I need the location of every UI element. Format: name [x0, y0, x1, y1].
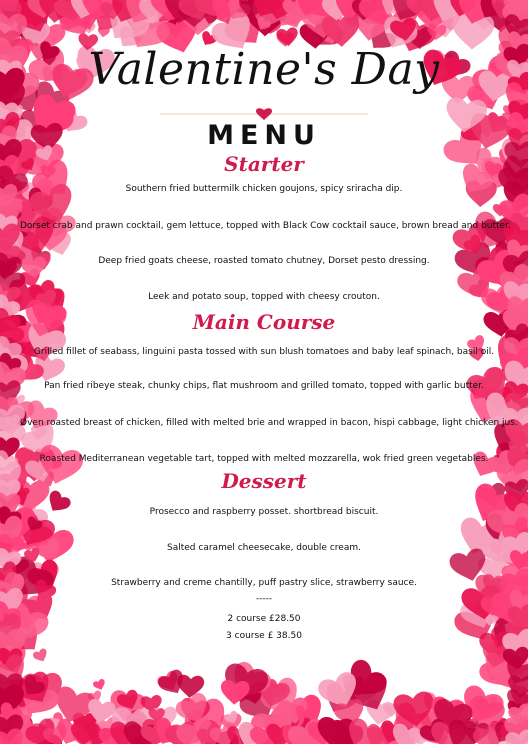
page-title: Valentine's Day — [88, 44, 440, 95]
menu-item: Dorset crab and prawn cocktail, gem lettuce, topped with Black Cow cocktail sauce, brown bread and butter. — [20, 221, 511, 231]
menu-item: Oven roasted breast of chicken, filled with melted brie and wrapped in bacon, hispi cabbage, light chicken jus. — [20, 418, 518, 428]
menu-heading: MENU — [207, 120, 321, 151]
heart-icon — [256, 108, 272, 120]
section-title-main-course: Main Course — [192, 310, 336, 334]
menu-item: Southern fried buttermilk chicken goujons, spicy sriracha dip. — [125, 184, 403, 194]
menu-item: Roasted Mediterranean vegetable tart, topped with melted mozzarella, wok fried green vegetables. — [39, 454, 489, 464]
menu-item: Leek and potato soup, topped with cheesy crouton. — [148, 292, 380, 302]
menu-item: Salted caramel cheesecake, double cream. — [167, 543, 361, 553]
menu-item: Strawberry and creme chantilly, puff pastry slice, strawberry sauce. — [111, 578, 417, 588]
section-title-starter: Starter — [224, 152, 304, 176]
menu-item: Grilled fillet of seabass, linguini pasta tossed with sun blush tomatoes and baby leaf spinach, basil oil. — [33, 347, 495, 357]
menu-item: Deep fried goats cheese, roasted tomato chutney, Dorset pesto dressing. — [98, 256, 430, 266]
price-three-course: 3 course £ 38.50 — [226, 631, 302, 641]
menu-item: Pan fried ribeye steak, chunky chips, flat mushroom and grilled tomato, topped with garlic butter. — [44, 381, 484, 391]
section-title-dessert: Dessert — [221, 469, 307, 493]
price-two-course: 2 course £28.50 — [227, 614, 301, 624]
price-separator: ----- — [255, 594, 273, 604]
menu-item: Prosecco and raspberry posset. shortbread biscuit. — [149, 507, 379, 517]
